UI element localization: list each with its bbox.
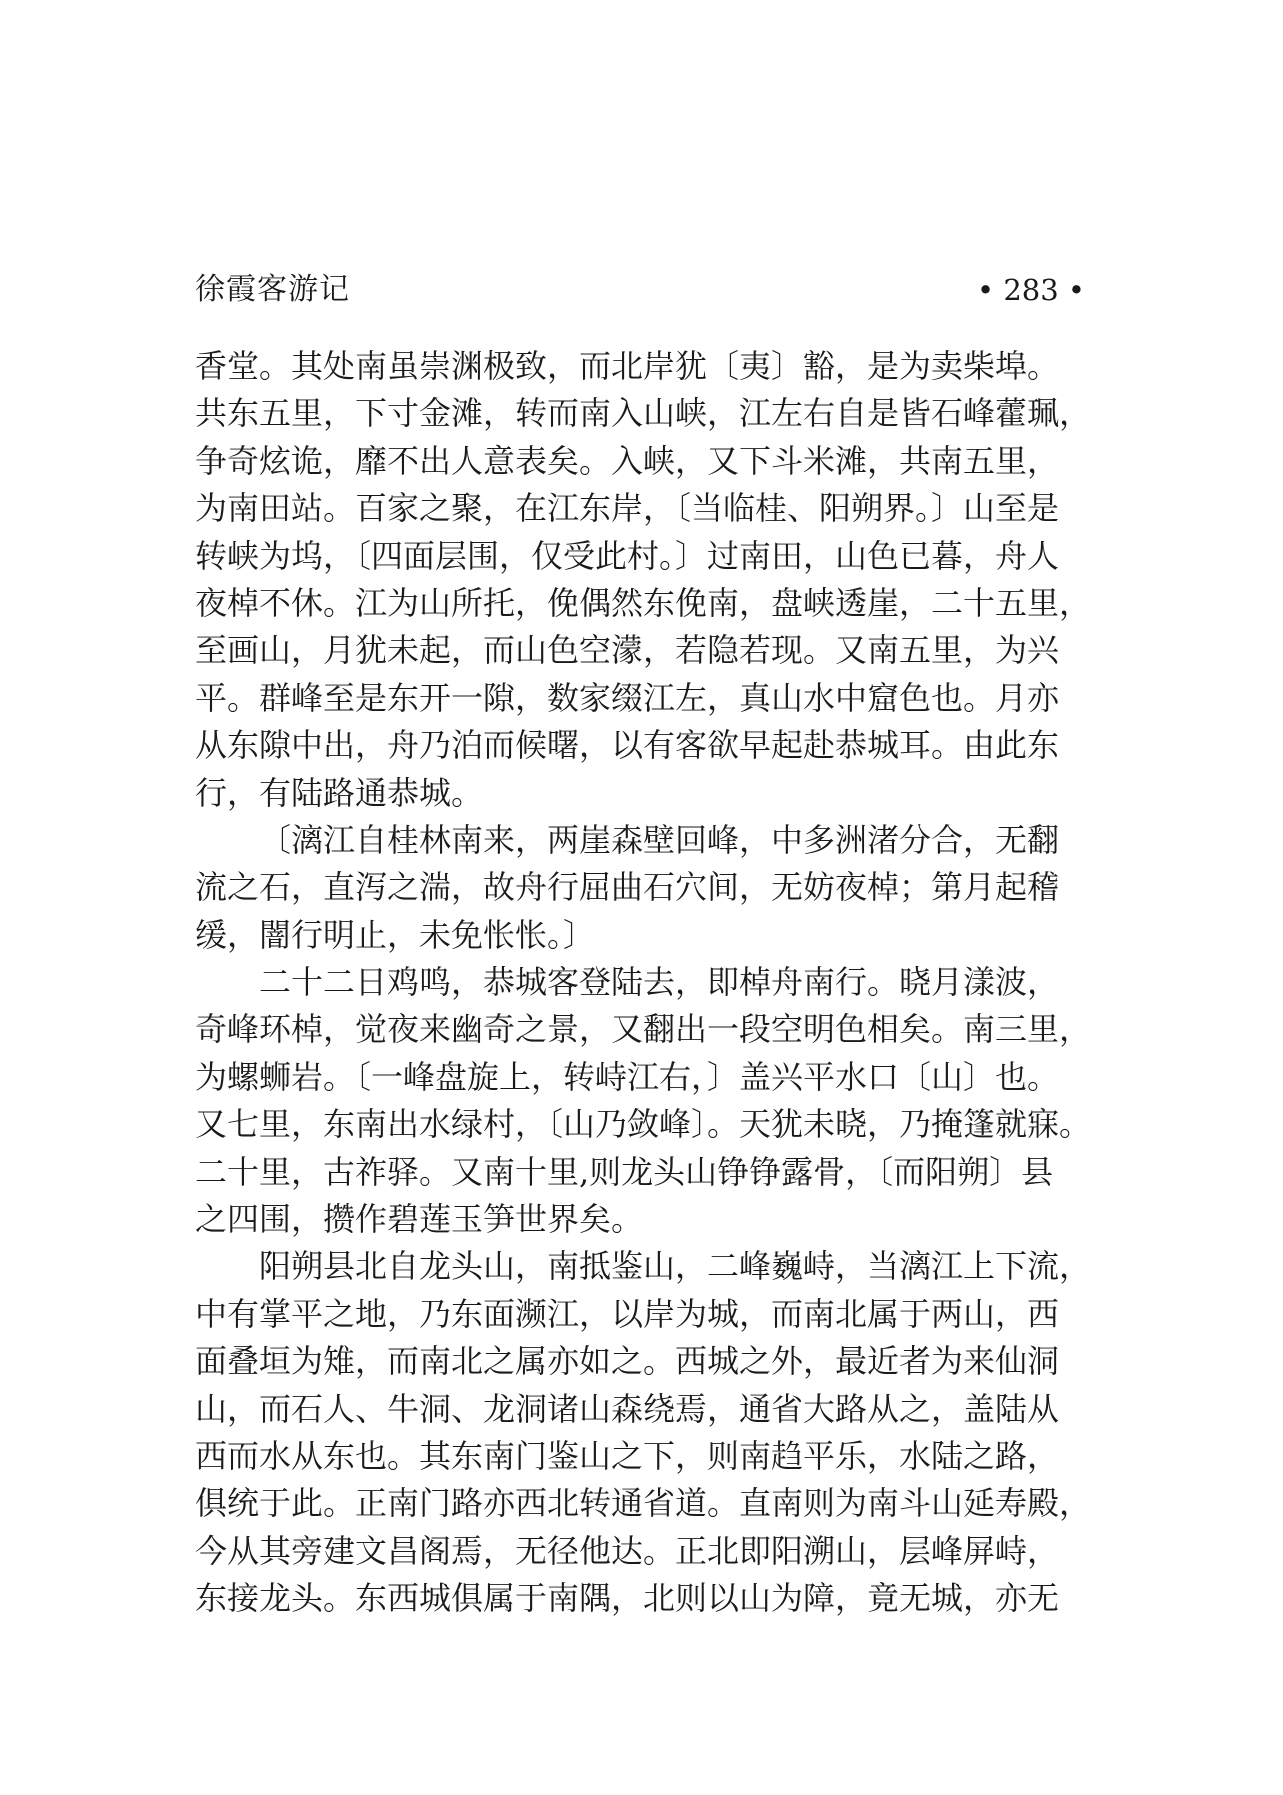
text-line: 〔漓江自桂林南来，两崖森壁回峰，中多洲渚分合，无翻 xyxy=(259,820,1060,859)
text-line: 又七里，东南出水绿村，〔山乃敛峰〕。天犹未晓，乃掩篷就寐。 xyxy=(195,1105,1092,1144)
text-line: 山，而石人、牛洞、龙洞诸山森绕焉，通省大路从之，盖陆从 xyxy=(195,1389,1060,1428)
text-line: 阳朔县北自龙头山，南抵鉴山，二峰巍峙，当漓江上下流， xyxy=(259,1247,1092,1286)
text-line: 奇峰环棹，觉夜来幽奇之景，又翻出一段空明色相矣。南三里， xyxy=(195,1010,1092,1049)
text-line: 夜棹不休。江为山所托，俛偶然东俛南，盘峡透崖，二十五里， xyxy=(195,583,1092,622)
page-number: • 283 • xyxy=(977,273,1085,307)
text-line: 为螺蛳岩。〔一峰盘旋上，转峙江右，〕盖兴平水口〔山〕也。 xyxy=(195,1057,1060,1096)
text-line: 中有掌平之地，乃东面濒江，以岸为城，而南北属于两山，西 xyxy=(195,1294,1060,1333)
text-line: 香堂。其处南虽崇渊极致，而北岸犹〔夷〕豁，是为卖柴埠。 xyxy=(195,347,1060,385)
text-line: 行，有陆路通恭城。 xyxy=(195,773,484,812)
text-line: 西而水从东也。其东南门鉴山之下，则南趋平乐，水陆之路， xyxy=(195,1436,1060,1475)
text-line: 今从其旁建文昌阁焉，无径他达。正北即阳溯山，层峰屏峙， xyxy=(195,1531,1060,1570)
page-header xyxy=(195,268,1085,312)
body-text xyxy=(195,343,1095,1623)
text-line: 俱统于此。正南门路亦西北转通省道。直南则为南斗山延寿殿， xyxy=(195,1484,1092,1523)
text-line: 共东五里，下寸金滩，转而南入山峡，江左右自是皆石峰藿珮， xyxy=(195,394,1092,433)
text-line: 转峡为坞，〔四面层围，仅受此村。〕过南田，山色已暮，舟人 xyxy=(195,536,1060,575)
text-line: 二十二日鸡鸣，恭城客登陆去，即棹舟南行。晓月漾波， xyxy=(259,963,1060,1002)
text-line: 平。群峰至是东开一隙，数家缀江左，真山水中窟色也。月亦 xyxy=(195,678,1060,717)
text-line: 缓，闇行明止，未免怅怅。〕 xyxy=(195,915,596,954)
text-line: 为南田站。百家之聚，在江东岸，〔当临桂、阳朔界。〕山至是 xyxy=(195,489,1060,528)
text-line: 流之石，直泻之湍，故舟行屈曲石穴间，无妨夜棹；第月起稽 xyxy=(195,868,1060,907)
book-title: 徐霞客游记 xyxy=(195,272,350,307)
text-line: 争奇炫诡，靡不出人意表矣。入峡，又下斗米滩，共南五里， xyxy=(195,441,1060,480)
text-line: 东接龙头。东西城俱属于南隅，北则以山为障，竟无城，亦无 xyxy=(195,1579,1060,1618)
text-line: 二十里，古祚驿。又南十里,则龙头山铮铮露骨，〔而阳朔〕县 xyxy=(195,1152,1054,1191)
text-line: 面叠垣为雉，而南北之属亦如之。西城之外，最近者为来仙洞 xyxy=(195,1342,1060,1381)
text-line: 从东隙中出，舟乃泊而候曙，以有客欲早起赴恭城耳。由此东 xyxy=(195,726,1060,765)
text-line: 之四围，攒作碧莲玉笋世界矣。 xyxy=(195,1200,644,1239)
text-line: 至画山，月犹未起，而山色空濛，若隐若现。又南五里，为兴 xyxy=(195,631,1060,670)
